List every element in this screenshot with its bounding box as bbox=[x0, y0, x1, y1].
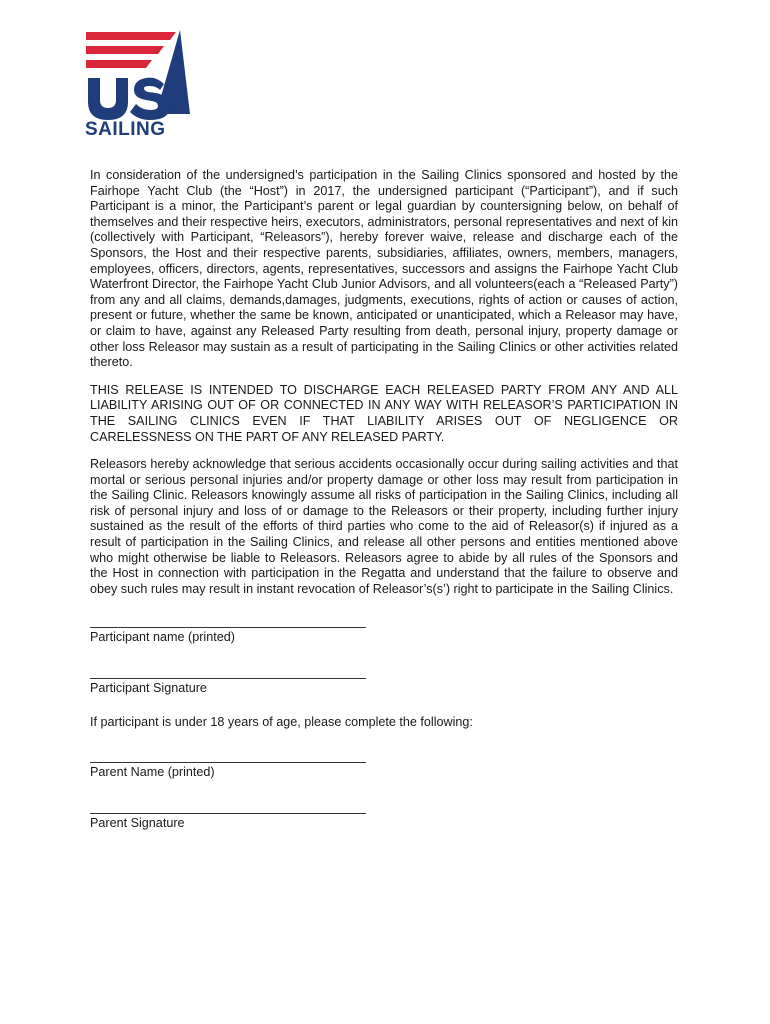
consideration-paragraph: In consideration of the undersigned’s participation in the Sailing Clinics sponsored and hosted by the Fairhope Yacht Club (the “Host”) in 2017, the undersigned participant (“Participant”), and if such Participant is a minor, the Participant’s parent or legal guardian by countersigning below, on behalf of themselves and their respective heirs, executors, administrators, personal representatives and next of kin (collectively with Participant, “Releasors”), hereby forever waive, release and discharge each of the Sponsors, the Host and their respective parents, subsidiaries, affiliates, owners, members, managers, employees, officers, directors, agents, representatives, successors and assigns the Fairhope Yacht Club Waterfront Director, the Fairhope Yacht Club Junior Advisors, and all volunteers(each a “Released Party”) from any and all claims, demands,damages, judgments, executions, rights of action or causes of action, present or future, whether the same be known, anticipated or unanticipated, which a Releasor may have, or claim to have, against any Released Party resulting from death, personal injury, property damage or other loss Releasor may sustain as a result of participating in the Sailing Clinics or other activities related thereto. bbox=[90, 168, 678, 370]
participant-signature-label: Participant Signature bbox=[90, 681, 207, 696]
acknowledgement-paragraph: Releasors hereby acknowledge that serious accidents occasionally occur during sailing activities and that mortal or serious personal injuries and/or property damage or other loss may result from participation in the Sailing Clinic. Releasors knowingly assume all risks of participation in the Sailing Clinics, including all risk of personal injury and loss of or damage to the Releasors or their property, including further injury sustained as the result of the efforts of third parties who come to the aid of Releasor(s) if injured as a result of participation in the Sailing Clinics, and release all other persons and entities mentioned above who might otherwise be liable to Releasors. Releasors agree to abide by all rules of the Sponsors and the Host in connection with participation in the Regatta and understand that the failure to observe and obey such rules may result in instant revocation of Releasor’s(s’) right to participate in the Sailing Clinics. bbox=[90, 457, 678, 596]
parent-signature-label: Parent Signature bbox=[90, 815, 185, 830]
parent-name-label: Parent Name (printed) bbox=[90, 765, 215, 780]
us-sailing-logo bbox=[84, 30, 192, 138]
signature-block bbox=[90, 613, 678, 831]
parent-name-line[interactable] bbox=[90, 748, 366, 763]
participant-name-label: Participant name (printed) bbox=[90, 630, 235, 645]
release-intent-paragraph: THIS RELEASE IS INTENDED TO DISCHARGE EACH RELEASED PARTY FROM ANY AND ALL LIABILITY ARISING OUT OF OR CONNECTED IN ANY WAY WITH RELEASOR’S PARTICIPATION IN THE SAILING CLINICS EVEN IF THAT LIABILITY ARISES OUT OF NEGLIGENCE OR CARELESSNESS ON THE PART OF ANY RELEASED PARTY. bbox=[90, 382, 678, 444]
waiver-document bbox=[90, 168, 678, 849]
svg-text:SAILING: SAILING bbox=[85, 119, 166, 138]
sailing-wordmark bbox=[84, 118, 192, 138]
participant-signature-line[interactable] bbox=[90, 664, 366, 679]
participant-name-line[interactable] bbox=[90, 613, 366, 628]
minor-note: If participant is under 18 years of age, please complete the following: bbox=[90, 714, 473, 729]
parent-signature-line[interactable] bbox=[90, 799, 366, 814]
